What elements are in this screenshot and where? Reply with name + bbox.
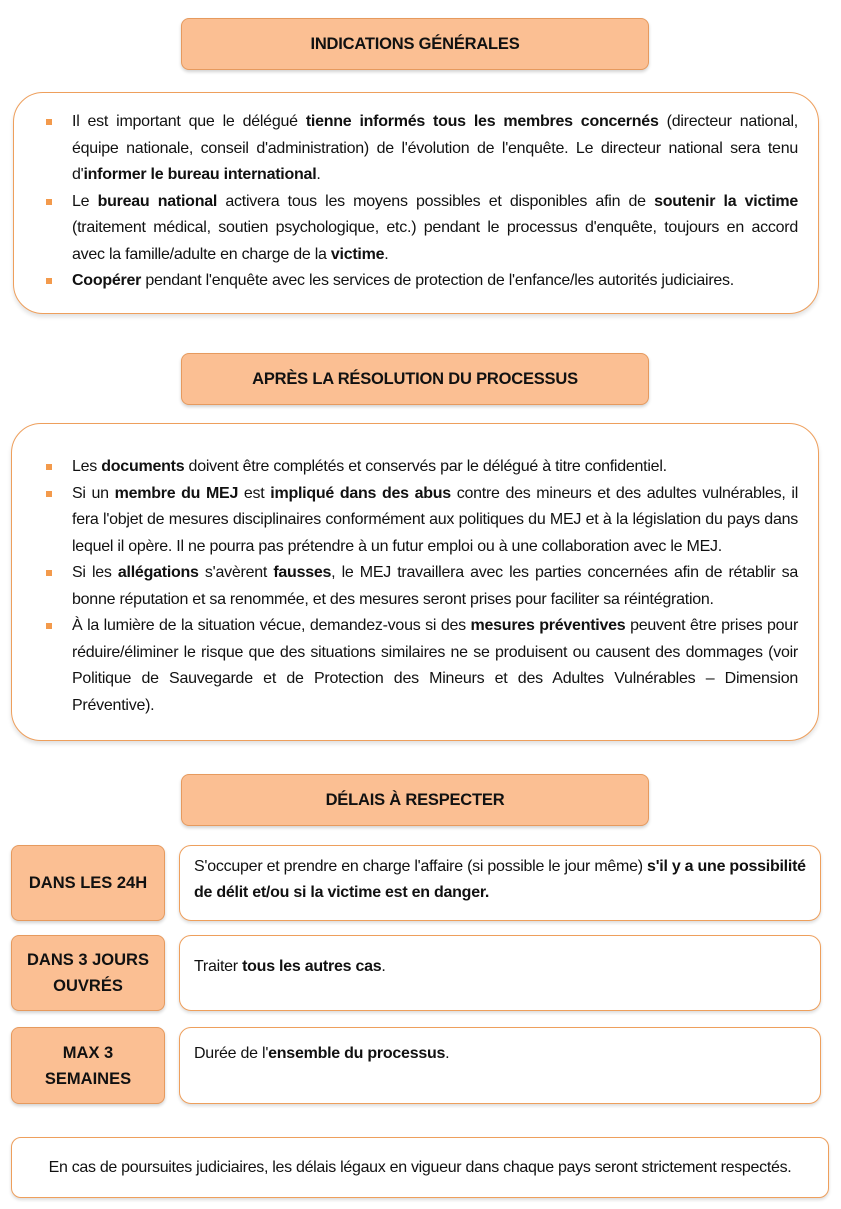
delay-detail-24h xyxy=(179,845,821,921)
bold-emphasis: documents xyxy=(101,458,185,475)
section-header-indications-generales xyxy=(181,18,649,70)
bold-emphasis: tous les autres cas xyxy=(242,958,382,975)
list-item-text: Si les allégations s'avèrent fausses, le MEJ travaillera avec les parties concernées afin de rétablir sa bonne réputation et sa renommée, et des mesures seront prises pour faciliter sa réintégration. xyxy=(72,564,799,608)
list-item xyxy=(42,481,798,561)
delay-label-text: DANS LES 24H xyxy=(28,874,148,892)
bold-emphasis: impliqué dans des abus xyxy=(270,484,451,502)
delay-label-3-jours xyxy=(11,935,165,1011)
bullet-list xyxy=(42,109,798,295)
bold-emphasis: allégations xyxy=(117,564,199,581)
bold-emphasis: bureau national xyxy=(97,192,218,210)
delay-detail-text: S'occuper et prendre en charge l'affaire (si possible le jour même) s'il y a une possibilité de délit et/ou si la victime est en danger. xyxy=(194,858,806,901)
section-title: DÉLAIS À RESPECTER xyxy=(325,790,505,809)
list-item xyxy=(42,560,798,613)
square-bullet-icon xyxy=(46,199,52,205)
list-item-text: Coopérer pendant l'enquête avec les services de protection de l'enfance/les autorités judiciaires. xyxy=(72,272,734,289)
delay-detail-text: Traiter tous les autres cas. xyxy=(194,958,386,975)
panel-indications-generales xyxy=(13,92,819,314)
list-item-text: Les documents doivent être complétés et conservés par le délégué à titre confidentiel. xyxy=(72,458,667,475)
panel-apres-resolution xyxy=(11,423,819,741)
bold-emphasis: mesures préventives xyxy=(470,617,626,634)
section-header-delais xyxy=(181,774,649,826)
delay-detail-3-semaines xyxy=(179,1027,821,1104)
footer-note xyxy=(11,1137,829,1198)
list-item-text: Le bureau national activera tous les moyens possibles et disponibles afin de soutenir la victime (traitement médical, soutien psychologique, etc.) pendant le processus d'enquête, toujours en accord avec la famille/adulte en charge de la victime. xyxy=(72,192,799,263)
bullet-list xyxy=(42,454,798,719)
bold-emphasis: soutenir la victime xyxy=(654,192,799,210)
square-bullet-icon xyxy=(46,570,52,576)
bold-emphasis: s'il y a une possibilité de délit et/ou si la victime est en danger. xyxy=(194,858,806,901)
section-header-apres-resolution xyxy=(181,353,649,405)
delay-label-3-semaines xyxy=(11,1027,165,1104)
square-bullet-icon xyxy=(46,278,52,284)
list-item xyxy=(42,454,798,481)
section-title: APRÈS LA RÉSOLUTION DU PROCESSUS xyxy=(252,369,578,388)
delay-detail-3-jours xyxy=(179,935,821,1011)
list-item xyxy=(42,268,798,295)
delay-label-text: DANS 3 JOURS OUVRÉS xyxy=(27,951,149,995)
list-item xyxy=(42,189,798,269)
bold-emphasis: ensemble du processus xyxy=(268,1045,446,1062)
list-item xyxy=(42,613,798,719)
bold-emphasis: tienne informés tous les membres concernés xyxy=(305,113,659,130)
square-bullet-icon xyxy=(46,491,52,497)
list-item-text: À la lumière de la situation vécue, demandez-vous si des mesures préventives peuvent être prises pour réduire/éliminer le risque que des situations similaires ne se produisent ou causent des dommages (voir Politique de Sauvegarde et de Protection des Mineurs et des Adultes Vulnérables – Dimension Préventive). xyxy=(72,617,799,714)
square-bullet-icon xyxy=(46,119,52,125)
square-bullet-icon xyxy=(46,623,52,629)
section-title: INDICATIONS GÉNÉRALES xyxy=(310,34,520,53)
list-item-text: Si un membre du MEJ est impliqué dans des abus contre des mineurs et des adultes vulnérables, il fera l'objet de mesures disciplinaires conformément aux politiques du MEJ et à la législation du pays dans lequel il opère. Il ne pourra pas prétendre à un futur emploi ou à une collaboration avec le MEJ. xyxy=(72,484,799,555)
bold-emphasis: informer le bureau international xyxy=(83,166,317,183)
bold-emphasis: fausses xyxy=(273,564,332,581)
list-item-text: Il est important que le délégué tienne informés tous les membres concernés (directeur national, équipe nationale, conseil d'administration) de l'évolution de l'enquête. Le directeur national sera tenu d'informer le bureau international. xyxy=(72,113,798,183)
bold-emphasis: victime xyxy=(330,245,385,263)
delay-detail-text: Durée de l'ensemble du processus. xyxy=(194,1045,450,1062)
list-item xyxy=(42,109,798,189)
delay-label-text: MAX 3 SEMAINES xyxy=(44,1043,132,1088)
square-bullet-icon xyxy=(46,464,52,470)
delay-label-24h xyxy=(11,845,165,921)
bold-emphasis: membre du MEJ xyxy=(114,484,239,502)
bold-emphasis: Coopérer xyxy=(72,272,142,289)
footer-text: En cas de poursuites judiciaires, les délais légaux en vigueur dans chaque pays seront strictement respectés. xyxy=(48,1158,792,1176)
